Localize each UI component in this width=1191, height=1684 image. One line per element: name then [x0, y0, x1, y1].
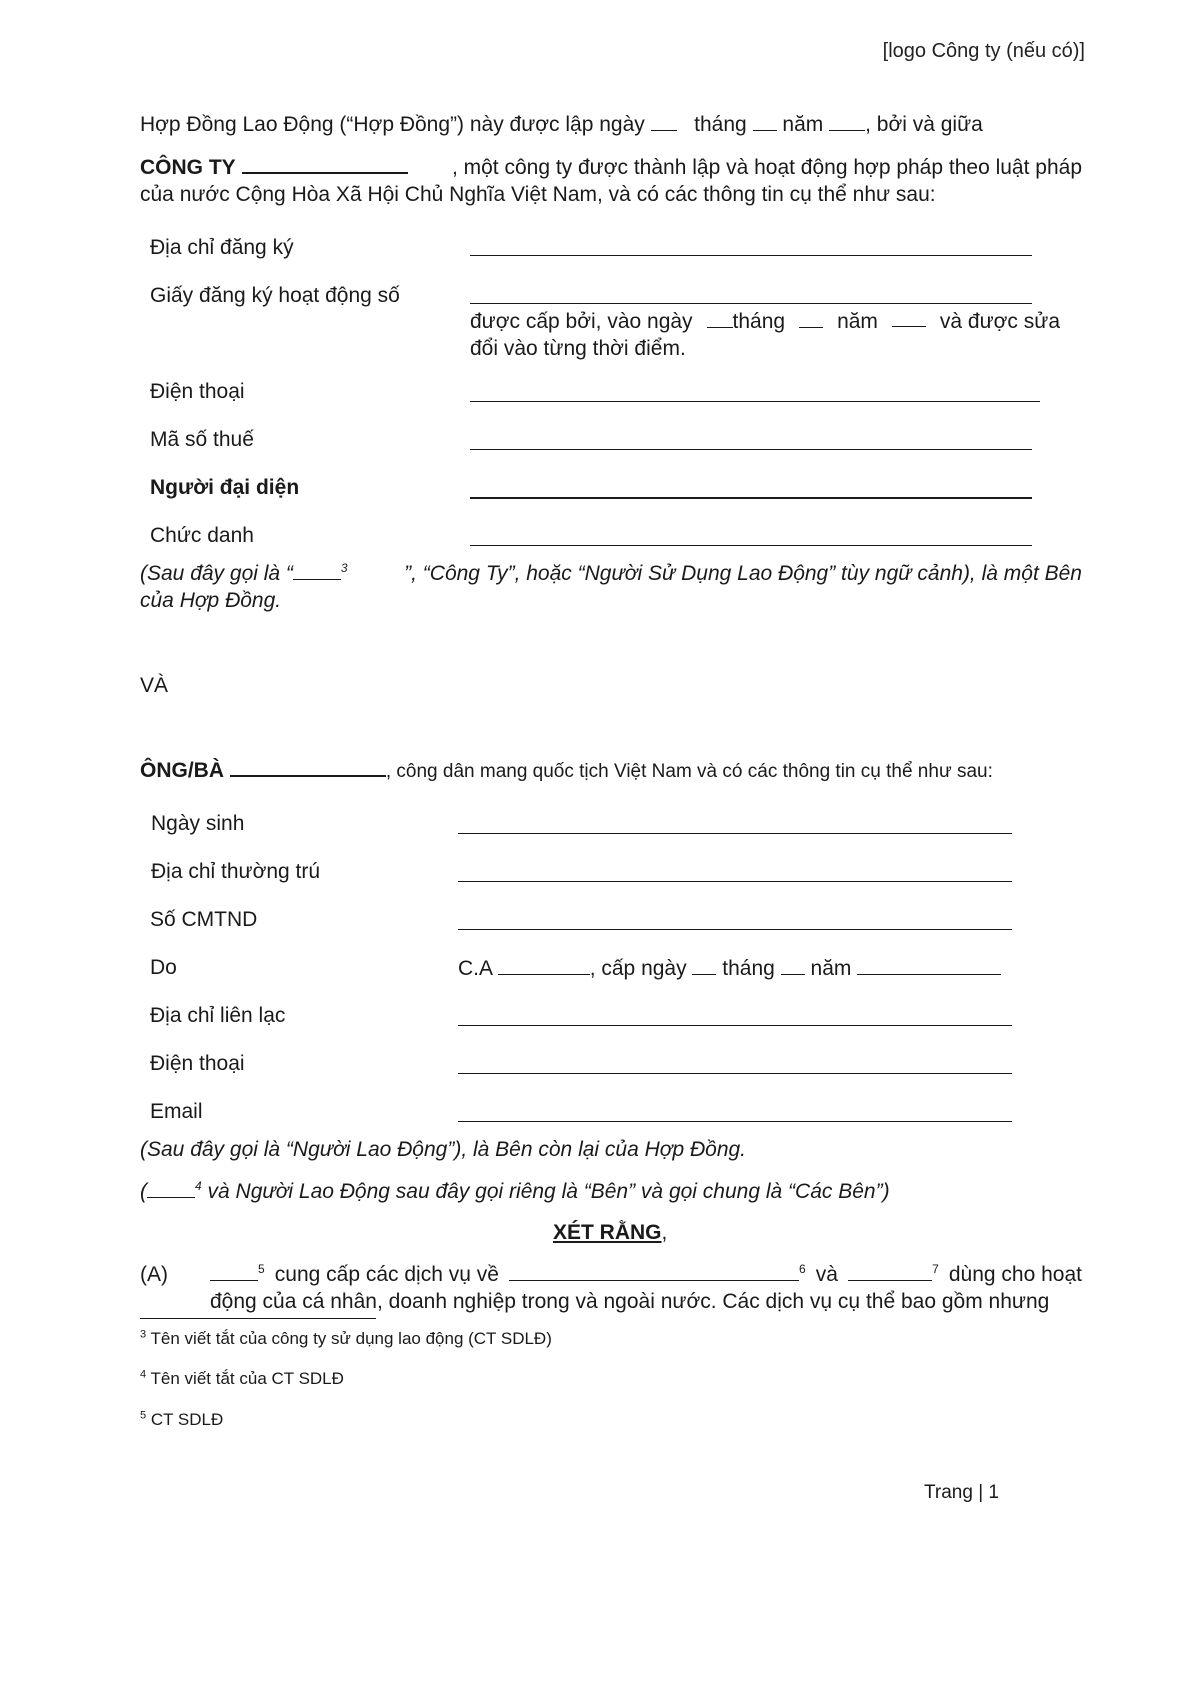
footnote-ref-5: 5: [258, 1262, 265, 1276]
issued-month: tháng: [722, 957, 775, 980]
issued-date: , cấp ngày: [589, 957, 687, 980]
footnote-ref-4: 4: [195, 1179, 202, 1193]
field-label-perm-address: Địa chỉ thường trú: [151, 860, 321, 883]
field-label-title: Chức danh: [150, 524, 254, 547]
clause-a-line2: động của cá nhân, doanh nghiệp trong và ngoài nước. Các dịch vụ cụ thể bao gồm nhưng: [210, 1290, 1050, 1313]
clause-a-body: [210, 1261, 1082, 1315]
hereafter-line2: của Hợp Đồng.: [140, 589, 282, 612]
footnote-ref-7: 7: [932, 1262, 939, 1276]
dob-blank[interactable]: [458, 833, 1012, 834]
issued-line: [458, 955, 1001, 982]
clause-a-text-1: cung cấp các dịch vụ về: [274, 1263, 499, 1286]
employee-desc: , công dân mang quốc tịch Việt Nam và có các thông tin cụ thể như sau:: [385, 761, 993, 782]
intro-between: , bởi và giữa: [865, 113, 983, 136]
hereafter-open: (Sau đây gọi là “: [140, 562, 293, 585]
and-separator: VÀ: [140, 674, 169, 697]
whereas-comma: ,: [661, 1221, 668, 1244]
clause-a-blank-2: [509, 1262, 799, 1281]
field-label-contact-address: Địa chỉ liên lạc: [150, 1004, 286, 1027]
clause-a-blank-1: [210, 1262, 258, 1281]
license-day-blank: [707, 309, 733, 328]
license-year-blank: [892, 308, 926, 327]
field-label-representative: Người đại diện: [150, 476, 300, 499]
field-label-dob: Ngày sinh: [151, 812, 245, 835]
intro-line: [140, 111, 983, 138]
field-label-phone: Điện thoại: [150, 380, 245, 403]
year-blank: [829, 112, 865, 131]
abbrev-blank: [293, 561, 341, 580]
field-label-id: Số CMTND: [150, 908, 258, 931]
parties-open: (: [140, 1180, 147, 1203]
whereas-heading: [553, 1219, 667, 1246]
issued-year-blank: [857, 956, 1001, 975]
representative-blank[interactable]: [470, 497, 1032, 499]
parties-rest: và Người Lao Động sau đây gọi riêng là “Bên” và gọi chung là “Các Bên”): [201, 1180, 890, 1203]
license-note-issued: được cấp bởi, vào ngày: [470, 310, 693, 333]
company-name-blank: [242, 154, 408, 174]
hereafter-rest: ”, “Công Ty”, hoặc “Người Sử Dụng Lao Động” tùy ngữ cảnh), là một Bên: [404, 562, 1082, 585]
footnote-separator: [140, 1318, 376, 1319]
license-note-year: năm: [837, 310, 878, 333]
footnote-3: [140, 1329, 552, 1349]
footnote-4: [140, 1369, 344, 1389]
perm-address-blank[interactable]: [458, 881, 1012, 882]
day-blank: [651, 112, 677, 131]
ca-blank: [498, 956, 590, 975]
license-note-month: tháng: [732, 310, 786, 333]
license-note-line2: đổi vào từng thời điểm.: [470, 337, 686, 360]
company-heading: CÔNG TY: [140, 156, 236, 179]
footnote-text: CT SDLĐ: [146, 1410, 224, 1429]
footnote-num: 5: [140, 1409, 147, 1422]
footnote-num: 4: [140, 1368, 147, 1381]
clause-a-text-3: dùng cho hoạt: [948, 1263, 1082, 1286]
field-label-employee-phone: Điện thoại: [150, 1052, 245, 1075]
clause-a-blank-3: [848, 1262, 932, 1281]
contact-address-blank[interactable]: [458, 1025, 1012, 1026]
license-note-amend: và được sửa: [939, 310, 1060, 333]
footnote-ref-6: 6: [799, 1262, 806, 1276]
license-blank[interactable]: [470, 303, 1032, 304]
footnote-ref-3: 3: [340, 561, 348, 575]
clause-a-text-2: và: [815, 1263, 838, 1286]
employee-hereafter: (Sau đây gọi là “Người Lao Động”), là Bên còn lại của Hợp Đồng.: [140, 1138, 747, 1161]
tax-blank[interactable]: [470, 449, 1032, 450]
footnote-text: Tên viết tắt của công ty sử dụng lao động (CT SDLĐ): [146, 1329, 552, 1348]
field-label-tax: Mã số thuế: [150, 428, 254, 451]
footnote-text: Tên viết tắt của CT SDLĐ: [146, 1369, 344, 1388]
footnote-num: 3: [140, 1328, 147, 1341]
company-hereafter: [140, 560, 1082, 614]
field-label-license: Giấy đăng ký hoạt động số: [150, 284, 400, 307]
company-paragraph: [140, 154, 1082, 208]
field-label-issued-by: Do: [150, 956, 177, 979]
parties-blank: [147, 1179, 195, 1198]
intro-month-label: tháng: [694, 113, 747, 136]
whereas-text: XÉT RẰNG: [553, 1221, 662, 1244]
employee-heading: ÔNG/BÀ: [140, 759, 224, 782]
clause-a-marker: (A): [140, 1263, 168, 1286]
issued-month-blank: [781, 956, 805, 975]
company-desc-line1: , một công ty được thành lập và hoạt động hợp pháp theo luật pháp: [451, 156, 1082, 179]
footnote-5: [140, 1410, 223, 1430]
employee-name-blank: [230, 757, 386, 777]
company-phone-blank[interactable]: [470, 401, 1040, 402]
id-blank[interactable]: [458, 929, 1012, 930]
license-note: [470, 308, 1060, 362]
field-label-address: Địa chỉ đăng ký: [150, 236, 294, 259]
parties-definition: [140, 1178, 890, 1205]
license-month-blank: [799, 309, 823, 328]
logo-placeholder: [logo Công ty (nếu có)]: [882, 40, 1085, 62]
issued-year: năm: [810, 957, 852, 980]
company-desc-line2: của nước Cộng Hòa Xã Hội Chủ Nghĩa Việt Nam, và có các thông tin cụ thể như sau:: [140, 183, 936, 206]
intro-text: Hợp Đồng Lao Động (“Hợp Đồng”) này được lập ngày: [140, 113, 645, 136]
employee-paragraph: [140, 757, 993, 785]
email-blank[interactable]: [458, 1121, 1012, 1122]
address-blank[interactable]: [470, 255, 1032, 256]
employee-phone-blank[interactable]: [458, 1073, 1012, 1074]
month-blank: [753, 112, 777, 131]
title-blank[interactable]: [470, 545, 1032, 546]
page-number: Trang | 1: [924, 1482, 999, 1503]
issued-ca: C.A: [458, 957, 492, 980]
issued-day-blank: [692, 956, 716, 975]
intro-year-label: năm: [782, 113, 824, 136]
field-label-email: Email: [150, 1100, 203, 1123]
